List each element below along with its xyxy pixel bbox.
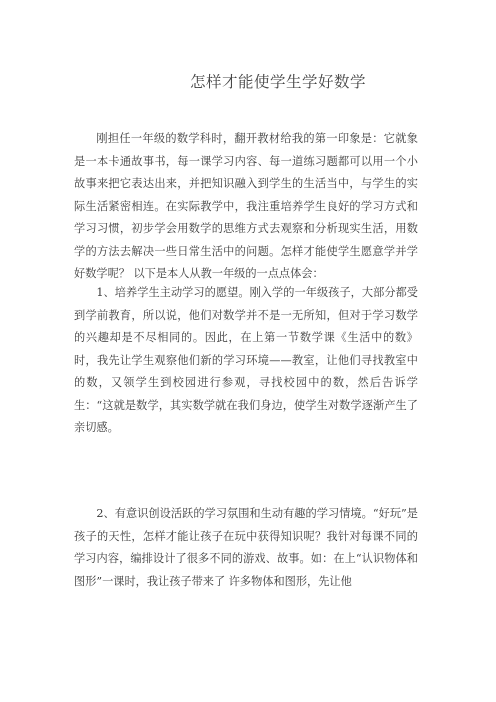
paragraph-point-2 <box>74 503 418 593</box>
paragraph-text: 1、培养学生主动学习的愿望。刚入学的一年级孩子，大部分都受到学前教育，所以说，他们对数学并不是一无所知，但对于学习数学的兴趣却是不尽相同的。因此，在上第一节数学课《生活中的数》时，我先让学生观察他们新的学习环境——教室，让他们寻找教室中的数，又领学生到校园进行参观，寻找校园中的数，然后告诉学生：“这就是数学，其实数学就在我们身边，使学生对数学逐渐产生了亲切感。 <box>74 286 418 434</box>
paragraph-intro <box>74 128 418 286</box>
paragraph-text: 刚担任一年级的数学科时，翻开教材给我的第一印象是：它就象是一本卡通故事书，每一课学习内容、每一道练习题都可以用一个小故事来把它表达出来，并把知识融入到学生的生活当中，与学生的实际生活紧密相连。在实际教学中，我注重培养学生良好的学习方式和学习习惯，初步学会用数学的思维方式去观察和分析现实生活，用数学的方法去解决一些日常生活中的问题。怎样才能使学生愿意学并学好数学呢？ 以下是本人从教一年级的一点点体会： <box>74 132 418 280</box>
paragraph-text: 2、有意识创设活跃的学习氛围和生动有趣的学习情境。“好玩”是孩子的天性，怎样才能让孩子在玩中获得知识呢？我针对每课不同的学习内容，编排设计了很多不同的游戏、故事。如：在上“认识物体和图形”一课时，我让孩子带来了 许多物体和图形，先让他 <box>74 507 418 588</box>
paragraph-point-1 <box>74 282 418 440</box>
document-title: 怎样才能使学生学好数学 <box>189 73 366 92</box>
